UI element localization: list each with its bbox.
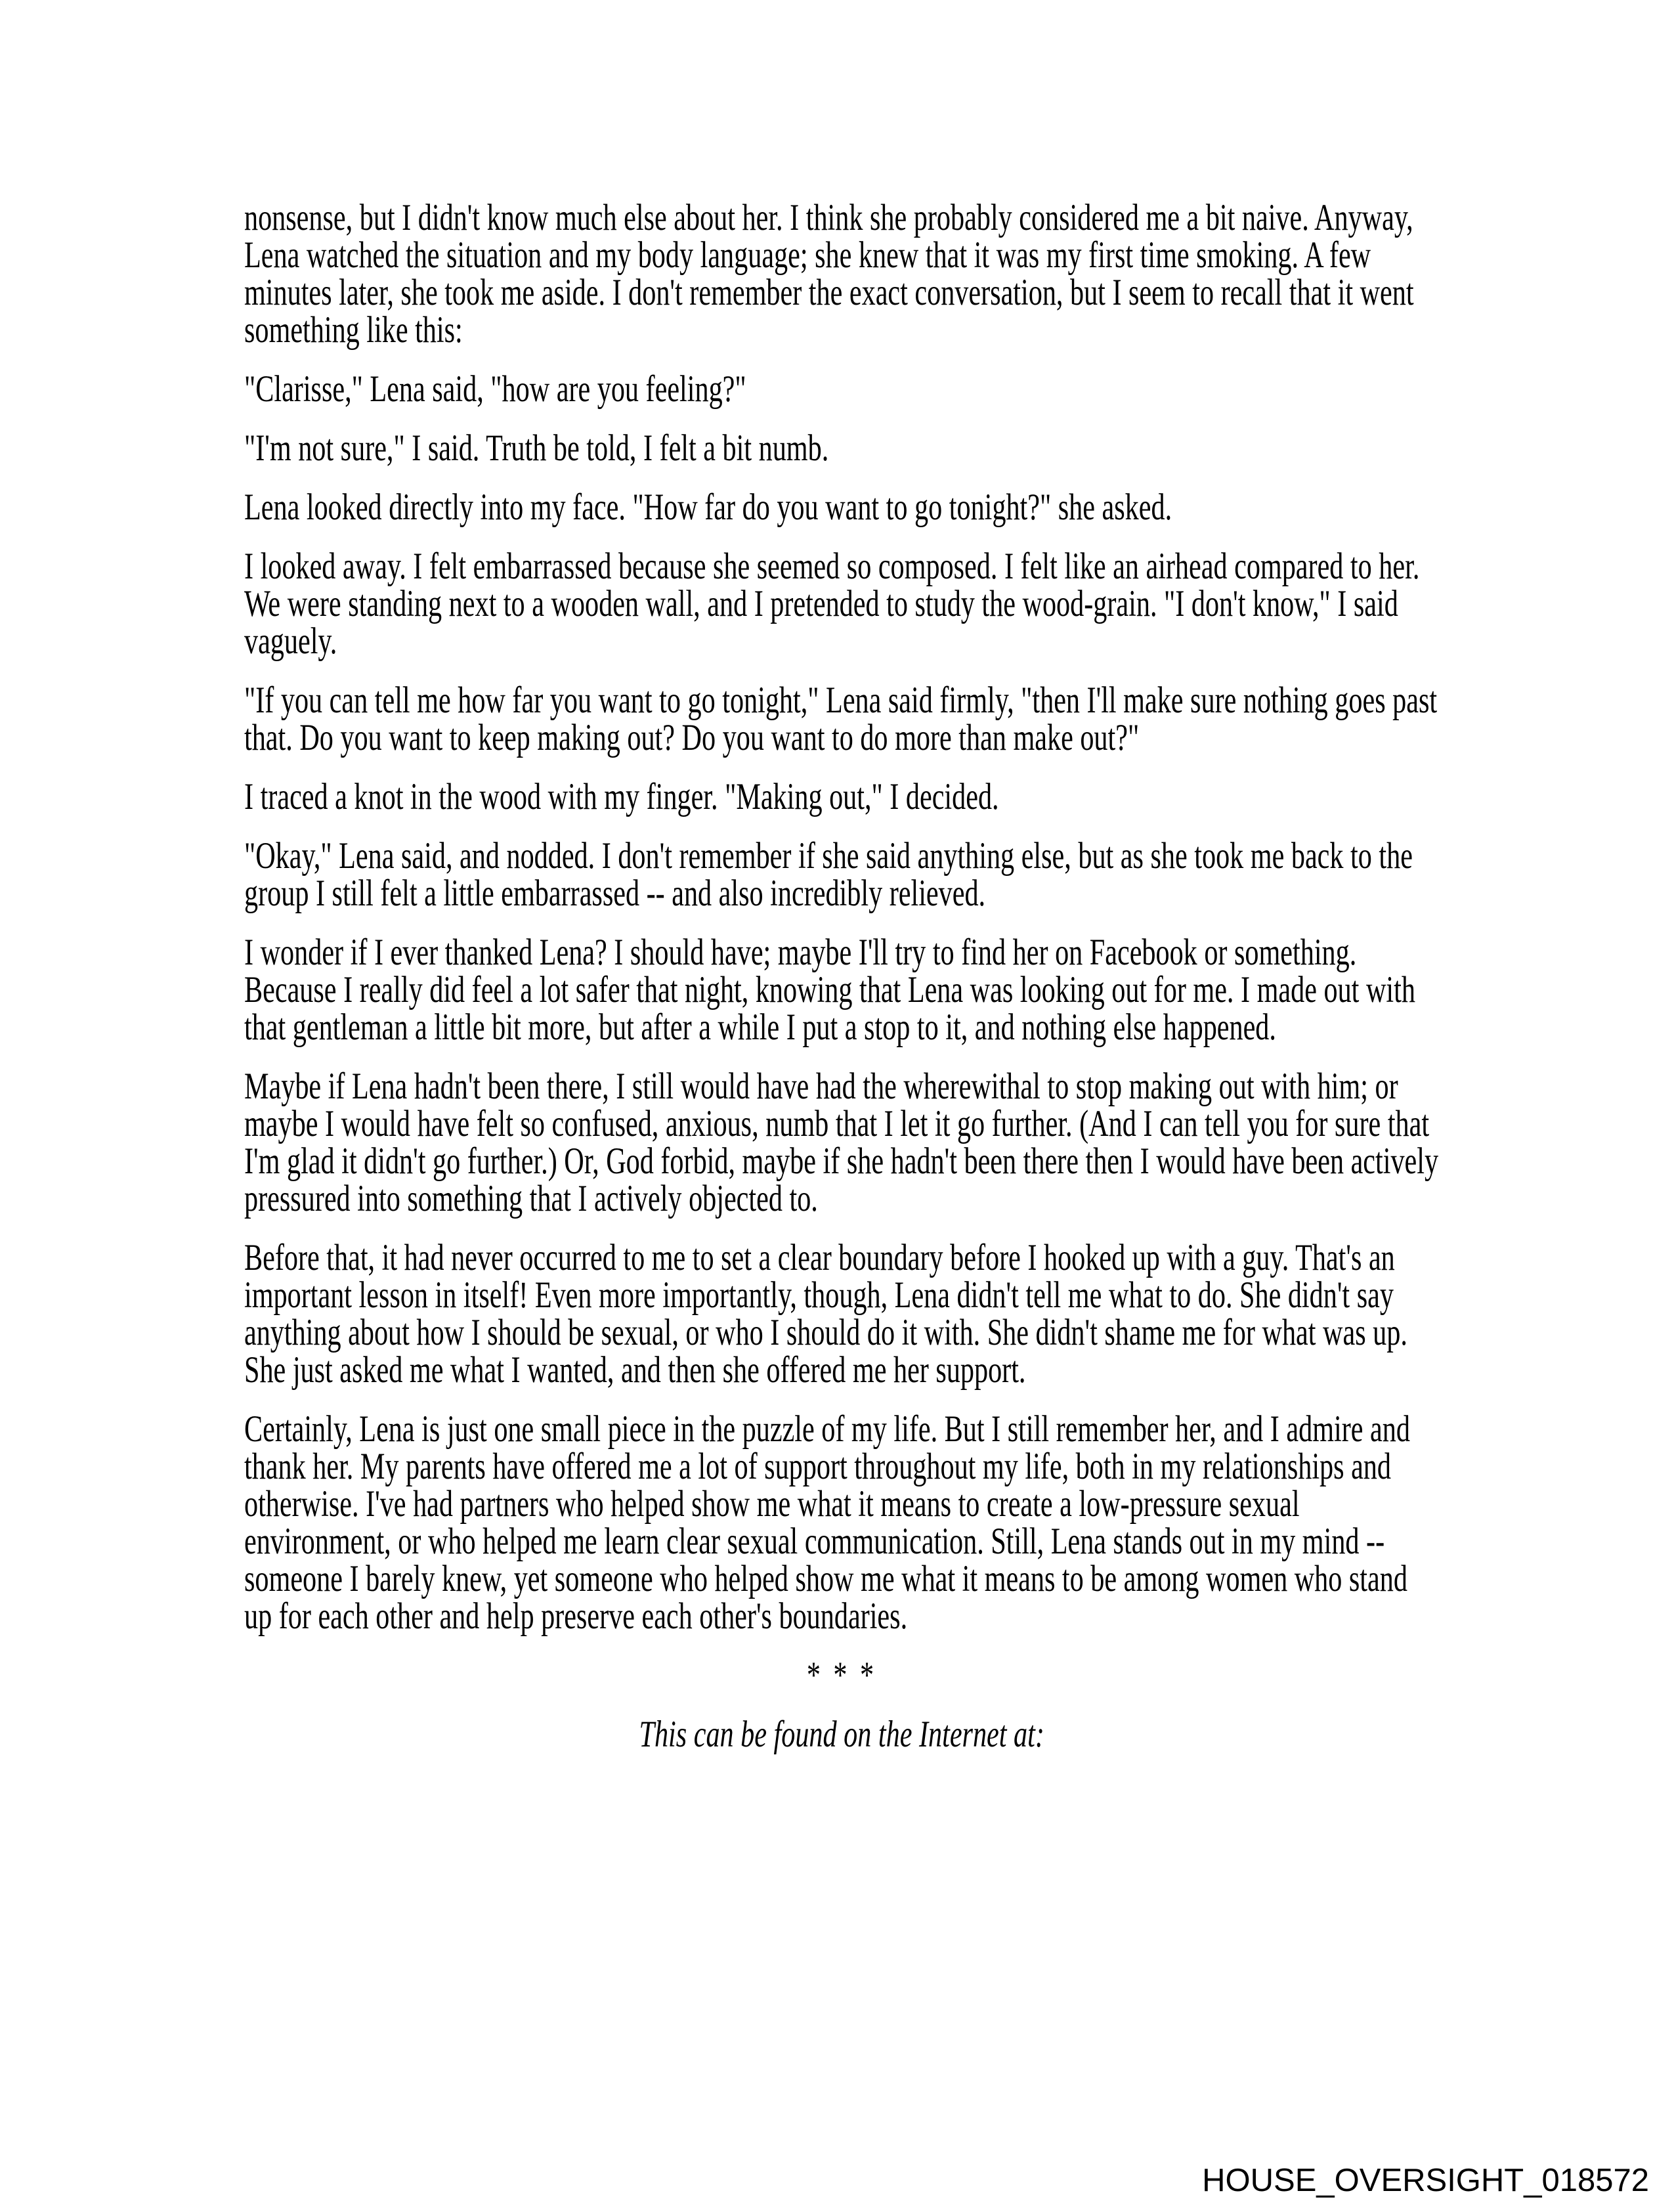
paragraph: I looked away. I felt embarrassed because she seemed so composed. I felt like an airhead compared to her. We were standing next to a wooden wall, and I pretended to study the wood-grain. "I don't know," I said vaguely. [244,546,1420,662]
section-separator: * * * [806,1655,877,1696]
document-body [244,199,1439,1775]
paragraph: Maybe if Lena hadn't been there, I still would have had the wherewithal to stop making out with him; or maybe I would have felt so confused, anxious, numb that I let it go further. (And I can tell you for sure that I'm glad it didn't go further.) Or, God forbid, maybe if she hadn't been there then I would have been actively pressured into something that I actively objected to. [244,1066,1439,1219]
internet-reference-note: This can be found on the Internet at: [639,1714,1044,1755]
paragraph: I wonder if I ever thanked Lena? I should have; maybe I'll try to find her on Facebook or something. Because I really did feel a lot safer that night, knowing that Lena was looking out for me. I made out with that gentleman a little bit more, but after a while I put a stop to it, and nothing else happened. [244,932,1415,1048]
paragraph: Certainly, Lena is just one small piece in the puzzle of my life. But I still remember her, and I admire and thank her. My parents have offered me a lot of support throughout my life, both in my relationships and otherwise. I've had partners who helped show me what it means to create a low-pressure sexual environment, or who helped me learn clear sexual communication. Still, Lena stands out in my mind -- someone I barely knew, yet someone who helped show me what it means to be among women who stand up for each other and help preserve each other's boundaries. [244,1408,1410,1637]
paragraph: Lena looked directly into my face. "How far do you want to go tonight?" she asked. [244,487,1172,528]
paragraph: "Okay," Lena said, and nodded. I don't remember if she said anything else, but as she took me back to the group I still felt a little embarrassed -- and also incredibly relieved. [244,835,1413,914]
paragraph: "I'm not sure," I said. Truth be told, I felt a bit numb. [244,427,829,469]
bates-stamp: HOUSE_OVERSIGHT_018572 [1202,2163,1649,2198]
paragraph: I traced a knot in the wood with my finger. "Making out," I decided. [244,776,999,817]
paragraph: Before that, it had never occurred to me to set a clear boundary before I hooked up with a guy. That's an important lesson in itself! Even more importantly, though, Lena didn't tell me what to do. She didn't say anything about how I should be sexual, or who I should do it with. She didn't shame me for what was up. She just asked me what I wanted, and then she offered me her support. [244,1237,1407,1391]
paragraph: "If you can tell me how far you want to go tonight," Lena said firmly, "then I'll make sure nothing goes past that. Do you want to keep making out? Do you want to do more than make out?" [244,680,1438,758]
paragraph: "Clarisse," Lena said, "how are you feeling?" [244,368,746,410]
paragraph: nonsense, but I didn't know much else about her. I think she probably considered me a bit naive. Anyway, Lena watched the situation and my body language; she knew that it was my first time smoking. A few minutes later, she took me aside. I don't remember the exact conversation, but I seem to recall that it went something like this: [244,197,1414,351]
